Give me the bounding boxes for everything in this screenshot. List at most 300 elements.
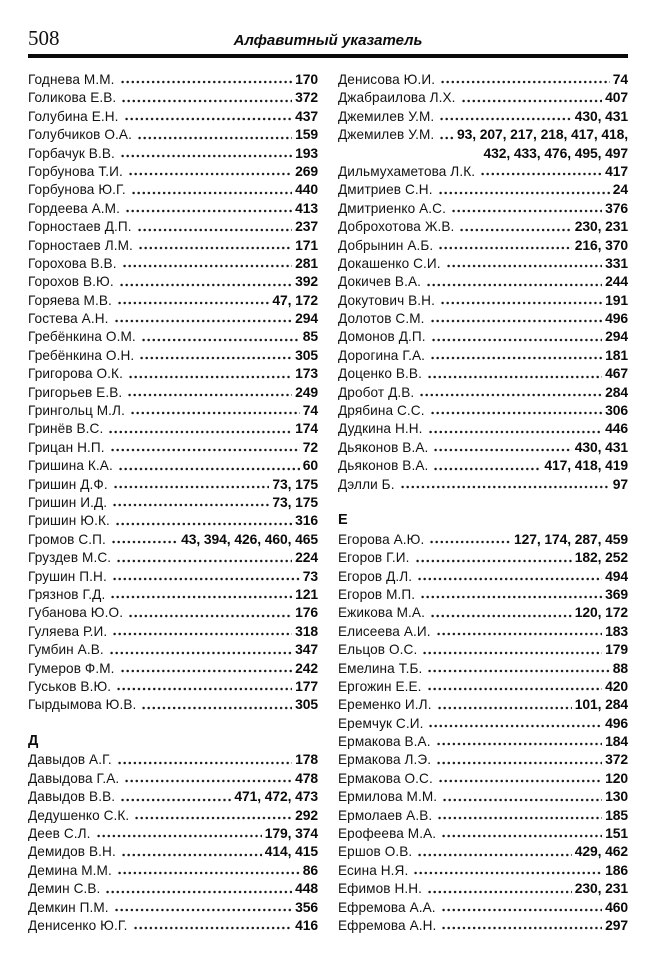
entry-name: Ерофеева М.А. — [338, 826, 437, 842]
index-entry — [338, 622, 628, 640]
entry-pages: 430, 431 — [574, 107, 628, 124]
entry-pages: 193 — [295, 144, 318, 161]
index-entry — [28, 659, 318, 677]
entry-name: Давыдов А.Г. — [28, 752, 112, 768]
entry-name: Дедушенко С.К. — [28, 807, 130, 823]
entry-pages: 494 — [605, 567, 628, 584]
entry-pages: 216, 370 — [574, 236, 628, 253]
index-entry — [338, 732, 628, 750]
index-entry — [28, 677, 318, 695]
dot-leader — [434, 467, 541, 471]
entry-name: Гребёнкина О.Н. — [28, 347, 135, 363]
dot-leader — [452, 209, 602, 213]
index-entry — [28, 327, 318, 345]
index-entry — [28, 419, 318, 437]
dot-leader — [431, 411, 603, 415]
section-letter: Е — [338, 512, 348, 529]
entry-name: Демин С.В. — [28, 881, 101, 897]
dot-leader — [115, 908, 292, 912]
entry-pages: 183 — [605, 622, 628, 639]
dot-leader — [443, 798, 602, 802]
entry-pages: 224 — [295, 549, 318, 566]
index-entry — [338, 677, 628, 695]
index-entry — [338, 217, 628, 235]
entry-pages: 429, 462 — [574, 843, 628, 860]
running-head: Алфавитный указатель — [233, 32, 423, 49]
entry-name: Гырдымова Ю.В. — [28, 697, 137, 713]
index-entry — [28, 162, 318, 180]
entry-name: Грицан Н.П. — [28, 439, 105, 455]
index-entry — [338, 861, 628, 879]
dot-leader — [437, 761, 602, 765]
entry-pages: 178 — [295, 751, 318, 768]
dot-leader — [441, 80, 610, 84]
dot-leader — [113, 632, 292, 636]
dot-leader — [139, 246, 292, 250]
entry-pages: 177 — [295, 677, 318, 694]
entry-name: Горностаев Д.П. — [28, 219, 132, 235]
entry-pages: 478 — [295, 769, 318, 786]
entry-pages: 318 — [295, 622, 318, 639]
index-entry — [28, 824, 318, 842]
entry-pages: 292 — [295, 806, 318, 823]
entry-pages: 269 — [295, 162, 318, 179]
dot-leader — [138, 136, 292, 140]
index-columns — [28, 70, 628, 934]
entry-name: Дрябина С.С. — [338, 403, 425, 419]
index-entry — [28, 603, 318, 621]
index-entry — [28, 898, 318, 916]
entry-name: Горохова В.В. — [28, 255, 117, 271]
index-entry — [338, 548, 628, 566]
entry-name: Григорова О.К. — [28, 366, 123, 382]
index-entry — [338, 916, 628, 934]
index-entry — [28, 567, 318, 585]
index-entry — [338, 162, 628, 180]
dot-leader — [125, 779, 292, 783]
entry-pages: 60 — [302, 457, 318, 474]
index-entry — [28, 475, 318, 493]
index-entry — [28, 530, 318, 548]
entry-name: Грушин П.Н. — [28, 568, 107, 584]
entry-name: Груздев М.С. — [28, 550, 112, 566]
entry-pages: 437 — [295, 107, 318, 124]
entry-pages: 97 — [612, 475, 628, 492]
dot-leader — [121, 798, 231, 802]
dot-leader — [131, 411, 300, 415]
index-entry — [338, 879, 628, 897]
entry-pages: 179, 374 — [264, 825, 318, 842]
dot-leader — [123, 264, 293, 268]
index-entry — [338, 769, 628, 787]
dot-leader — [129, 375, 292, 379]
index-entry — [28, 861, 318, 879]
entry-name: Голубина Е.Н. — [28, 108, 119, 124]
dot-leader — [442, 926, 602, 930]
entry-pages: 174 — [295, 420, 318, 437]
index-entry — [338, 898, 628, 916]
entry-name: Гостева А.Н. — [28, 311, 109, 327]
dot-leader — [120, 283, 292, 287]
entry-pages: 496 — [605, 714, 628, 731]
dot-leader — [429, 724, 602, 728]
entry-name: Егорова А.Ю. — [338, 531, 425, 547]
dot-leader — [462, 99, 603, 103]
index-entry — [338, 806, 628, 824]
entry-pages: 191 — [605, 291, 628, 308]
index-entry — [28, 125, 318, 143]
dot-leader — [122, 853, 262, 857]
entry-name: Джемилев У.М. — [338, 127, 435, 143]
entry-pages: 294 — [605, 328, 628, 345]
entry-pages: 467 — [605, 365, 628, 382]
dot-leader — [135, 816, 292, 820]
index-entry — [338, 401, 628, 419]
index-entry — [28, 879, 318, 897]
index-column-left — [28, 70, 318, 934]
index-entry — [28, 750, 318, 768]
index-entry — [28, 309, 318, 327]
dot-leader — [113, 577, 300, 581]
entry-name: Есина Н.Я. — [338, 862, 409, 878]
index-entry — [338, 750, 628, 768]
entry-name: Елисеева А.И. — [338, 623, 431, 639]
entry-pages: 249 — [295, 383, 318, 400]
index-entry — [28, 640, 318, 658]
entry-name: Гришин И.Д. — [28, 494, 108, 510]
index-entry — [338, 291, 628, 309]
entry-name: Ершов О.В. — [338, 844, 413, 860]
index-entry — [28, 806, 318, 824]
dot-leader — [128, 393, 292, 397]
entry-pages: 43, 394, 426, 460, 465 — [181, 530, 318, 547]
entry-name: Денисенко Ю.Г. — [28, 917, 128, 933]
dot-leader — [132, 191, 292, 195]
entry-pages: 372 — [295, 89, 318, 106]
entry-name: Грингольц М.Л. — [28, 403, 125, 419]
entry-name: Гумеров Ф.М. — [28, 660, 115, 676]
dot-leader — [134, 926, 293, 930]
entry-pages: 181 — [605, 346, 628, 363]
entry-name: Дмитриев С.Н. — [338, 182, 433, 198]
entry-name: Ермакова В.А. — [338, 734, 431, 750]
entry-pages: 230, 231 — [574, 880, 628, 897]
dot-leader — [437, 632, 603, 636]
dot-leader — [431, 356, 602, 360]
index-entry — [28, 493, 318, 511]
index-entry — [338, 327, 628, 345]
entry-name: Докашенко С.И. — [338, 255, 441, 271]
index-entry — [28, 383, 318, 401]
entry-name: Доценко В.В. — [338, 366, 422, 382]
index-entry — [338, 585, 628, 603]
entry-pages: 242 — [295, 659, 318, 676]
dot-leader — [428, 669, 609, 673]
dot-leader — [129, 614, 292, 618]
entry-pages: 73 — [302, 567, 318, 584]
entry-name: Ельцов О.С. — [338, 642, 418, 658]
dot-leader — [97, 834, 262, 838]
dot-leader — [439, 246, 571, 250]
entry-pages: 416 — [295, 916, 318, 933]
entry-name: Гришин Ю.К. — [28, 513, 110, 529]
entry-pages: 74 — [612, 71, 628, 87]
entry-name: Дудкина Н.Н. — [338, 421, 423, 437]
entry-name: Долотов С.М. — [338, 311, 425, 327]
dot-leader — [440, 117, 571, 121]
index-column-right — [338, 70, 628, 934]
dot-leader — [460, 228, 571, 232]
entry-pages: 120 — [605, 769, 628, 786]
index-entry — [338, 88, 628, 106]
entry-name: Горяева М.В. — [28, 292, 112, 308]
entry-pages: 413 — [295, 199, 318, 216]
entry-name: Ефремова А.А. — [338, 899, 436, 915]
entry-name: Григорьев Е.В. — [28, 384, 123, 400]
dot-leader — [121, 669, 293, 673]
dot-leader — [428, 890, 572, 894]
entry-name: Гришина К.А. — [28, 458, 113, 474]
entry-pages: 74 — [302, 402, 318, 419]
entry-pages: 305 — [295, 696, 318, 713]
index-entry — [338, 107, 628, 125]
entry-name: Дробот Д.В. — [338, 384, 415, 400]
entry-pages: 184 — [605, 733, 628, 750]
dot-leader — [432, 338, 602, 342]
entry-name: Горохов В.Ю. — [28, 274, 114, 290]
entry-name: Егоров Д.Л. — [338, 568, 413, 584]
entry-pages: 420 — [605, 677, 628, 694]
entry-name: Докутович В.Н. — [338, 292, 435, 308]
index-entry — [338, 695, 628, 713]
index-entry — [28, 70, 318, 88]
index-entry — [28, 217, 318, 235]
dot-leader — [447, 264, 602, 268]
pages-continuation: 432, 433, 476, 495, 497 — [483, 144, 628, 161]
entry-name: Демкин П.М. — [28, 899, 109, 915]
entry-name: Джабраилова Л.Х. — [338, 90, 456, 106]
index-entry — [338, 824, 628, 842]
entry-pages: 448 — [295, 880, 318, 897]
dot-leader — [431, 319, 603, 323]
entry-name: Ергожин Е.Е. — [338, 678, 422, 694]
index-entry — [28, 401, 318, 419]
index-entry — [338, 456, 628, 474]
index-entry — [28, 199, 318, 217]
entry-name: Грязнов Г.Д. — [28, 586, 106, 602]
entry-name: Гришин Д.Ф. — [28, 476, 108, 492]
entry-pages: 73, 175 — [272, 475, 318, 492]
entry-pages: 316 — [295, 512, 318, 529]
entry-pages: 471, 472, 473 — [234, 788, 318, 805]
dot-leader — [428, 375, 602, 379]
entry-name: Годнева М.М. — [28, 72, 115, 87]
dot-leader — [421, 595, 602, 599]
entry-name: Дьяконов В.А. — [338, 439, 429, 455]
dot-leader — [109, 430, 292, 434]
entry-name: Доброхотова Ж.В. — [338, 219, 455, 235]
dot-leader — [427, 283, 602, 287]
dot-leader — [416, 559, 572, 563]
dot-leader — [431, 614, 572, 618]
entry-name: Гребёнкина О.М. — [28, 329, 136, 345]
entry-pages: 170 — [295, 71, 318, 87]
index-entry — [338, 530, 628, 548]
entry-name: Еремчук С.И. — [338, 715, 424, 731]
index-entry — [338, 714, 628, 732]
dot-leader — [414, 871, 602, 875]
dot-leader — [438, 706, 572, 710]
entry-name: Губанова Ю.О. — [28, 605, 124, 621]
entry-pages: 73, 175 — [272, 493, 318, 510]
entry-pages: 407 — [605, 89, 628, 106]
dot-leader — [439, 191, 610, 195]
dot-leader — [142, 338, 300, 342]
dot-leader — [126, 209, 292, 213]
entry-name: Дмитриенко А.С. — [338, 200, 446, 216]
entry-pages: 120, 172 — [574, 604, 628, 621]
entry-name: Егоров Г.И. — [338, 550, 410, 566]
entry-name: Емелина Т.Б. — [338, 660, 423, 676]
entry-name: Деев С.Л. — [28, 826, 91, 842]
dot-leader — [113, 503, 269, 507]
index-entry — [338, 272, 628, 290]
entry-pages: 284 — [605, 383, 628, 400]
dot-leader — [440, 136, 454, 140]
dot-leader — [439, 779, 602, 783]
entry-pages: 446 — [605, 420, 628, 437]
index-entry — [338, 199, 628, 217]
entry-name: Горбунова Ю.Г. — [28, 182, 126, 198]
entry-name: Демина М.М. — [28, 862, 112, 878]
entry-pages: 186 — [605, 861, 628, 878]
entry-pages: 179 — [605, 641, 628, 658]
index-entry — [28, 695, 318, 713]
dot-leader — [428, 687, 603, 691]
dot-leader — [418, 853, 571, 857]
entry-name: Еременко И.Л. — [338, 697, 432, 713]
dot-leader — [481, 172, 602, 176]
dot-leader — [121, 154, 292, 158]
index-entry — [338, 475, 628, 493]
dot-leader — [115, 319, 293, 323]
entry-name: Добрынин А.Б. — [338, 237, 434, 253]
entry-name: Ефремова А.Н. — [338, 917, 437, 933]
entry-name: Голикова Е.В. — [28, 90, 117, 106]
entry-name: Дьяконов В.А. — [338, 458, 429, 474]
entry-pages: 173 — [295, 365, 318, 382]
entry-name: Давыдова Г.А. — [28, 770, 120, 786]
entry-pages: 127, 174, 287, 459 — [513, 530, 628, 547]
index-entry — [28, 622, 318, 640]
entry-pages: 331 — [605, 254, 628, 271]
header-rule — [28, 54, 628, 58]
entry-pages: 372 — [605, 751, 628, 768]
dot-leader — [110, 651, 292, 655]
entry-name: Гуськов В.Ю. — [28, 678, 112, 694]
page-number: 508 — [28, 26, 60, 50]
entry-pages: 460 — [605, 898, 628, 915]
entry-name: Гуляева Р.И. — [28, 623, 108, 639]
index-entry — [28, 364, 318, 382]
dot-leader — [118, 871, 300, 875]
dot-leader — [114, 485, 270, 489]
entry-pages: 88 — [612, 659, 628, 676]
dot-leader — [429, 430, 603, 434]
index-entry — [28, 291, 318, 309]
index-entry — [338, 603, 628, 621]
index-entry — [28, 769, 318, 787]
dot-leader — [117, 687, 292, 691]
entry-name: Гордеева А.М. — [28, 200, 120, 216]
dot-leader — [437, 742, 603, 746]
entry-pages: 430, 431 — [574, 438, 628, 455]
entry-name: Ефимов Н.Н. — [338, 881, 423, 897]
entry-name: Джемилев У.М. — [338, 108, 435, 124]
entry-pages: 297 — [605, 916, 628, 933]
entry-pages: 85 — [302, 328, 318, 345]
entry-pages: 185 — [605, 806, 628, 823]
index-entry — [28, 236, 318, 254]
entry-name: Демидов В.Н. — [28, 844, 116, 860]
index-entry — [28, 107, 318, 125]
index-entry — [28, 254, 318, 272]
entry-name: Громов С.П. — [28, 531, 106, 547]
dot-leader — [418, 577, 602, 581]
dot-leader — [117, 559, 292, 563]
dot-leader — [119, 467, 300, 471]
entry-pages: 294 — [295, 310, 318, 327]
entry-pages: 101, 284 — [574, 696, 628, 713]
index-entry — [338, 787, 628, 805]
entry-name: Горбачук В.В. — [28, 145, 115, 161]
dot-leader — [112, 540, 178, 544]
entry-pages: 376 — [605, 199, 628, 216]
dot-leader — [434, 448, 571, 452]
dot-leader — [138, 228, 292, 232]
entry-name: Егоров М.П. — [338, 586, 416, 602]
entry-pages: 72 — [302, 438, 318, 455]
index-entry — [28, 144, 318, 162]
entry-name: Ермилова М.М. — [338, 789, 438, 805]
entry-name: Горностаев Л.М. — [28, 237, 133, 253]
index-entry — [28, 272, 318, 290]
index-entry — [338, 309, 628, 327]
entry-name: Докичев В.А. — [338, 274, 421, 290]
entry-name: Дорогина Г.А. — [338, 347, 426, 363]
entry-pages: 151 — [605, 825, 628, 842]
entry-pages: 347 — [295, 641, 318, 658]
index-entry — [338, 842, 628, 860]
entry-name: Дильмухаметова Л.К. — [338, 163, 476, 179]
entry-name: Гринёв В.С. — [28, 421, 104, 437]
dot-leader — [122, 99, 292, 103]
index-entry — [28, 456, 318, 474]
index-entry — [28, 585, 318, 603]
entry-name: Гумбин А.В. — [28, 642, 104, 658]
index-entry — [28, 88, 318, 106]
dot-leader — [442, 834, 602, 838]
index-entry — [338, 346, 628, 364]
index-entry — [338, 438, 628, 456]
dot-leader — [441, 301, 602, 305]
dot-leader — [116, 522, 292, 526]
entry-pages: 176 — [295, 604, 318, 621]
index-entry — [28, 842, 318, 860]
index-entry — [338, 364, 628, 382]
index-entry — [338, 383, 628, 401]
dot-leader — [430, 540, 511, 544]
